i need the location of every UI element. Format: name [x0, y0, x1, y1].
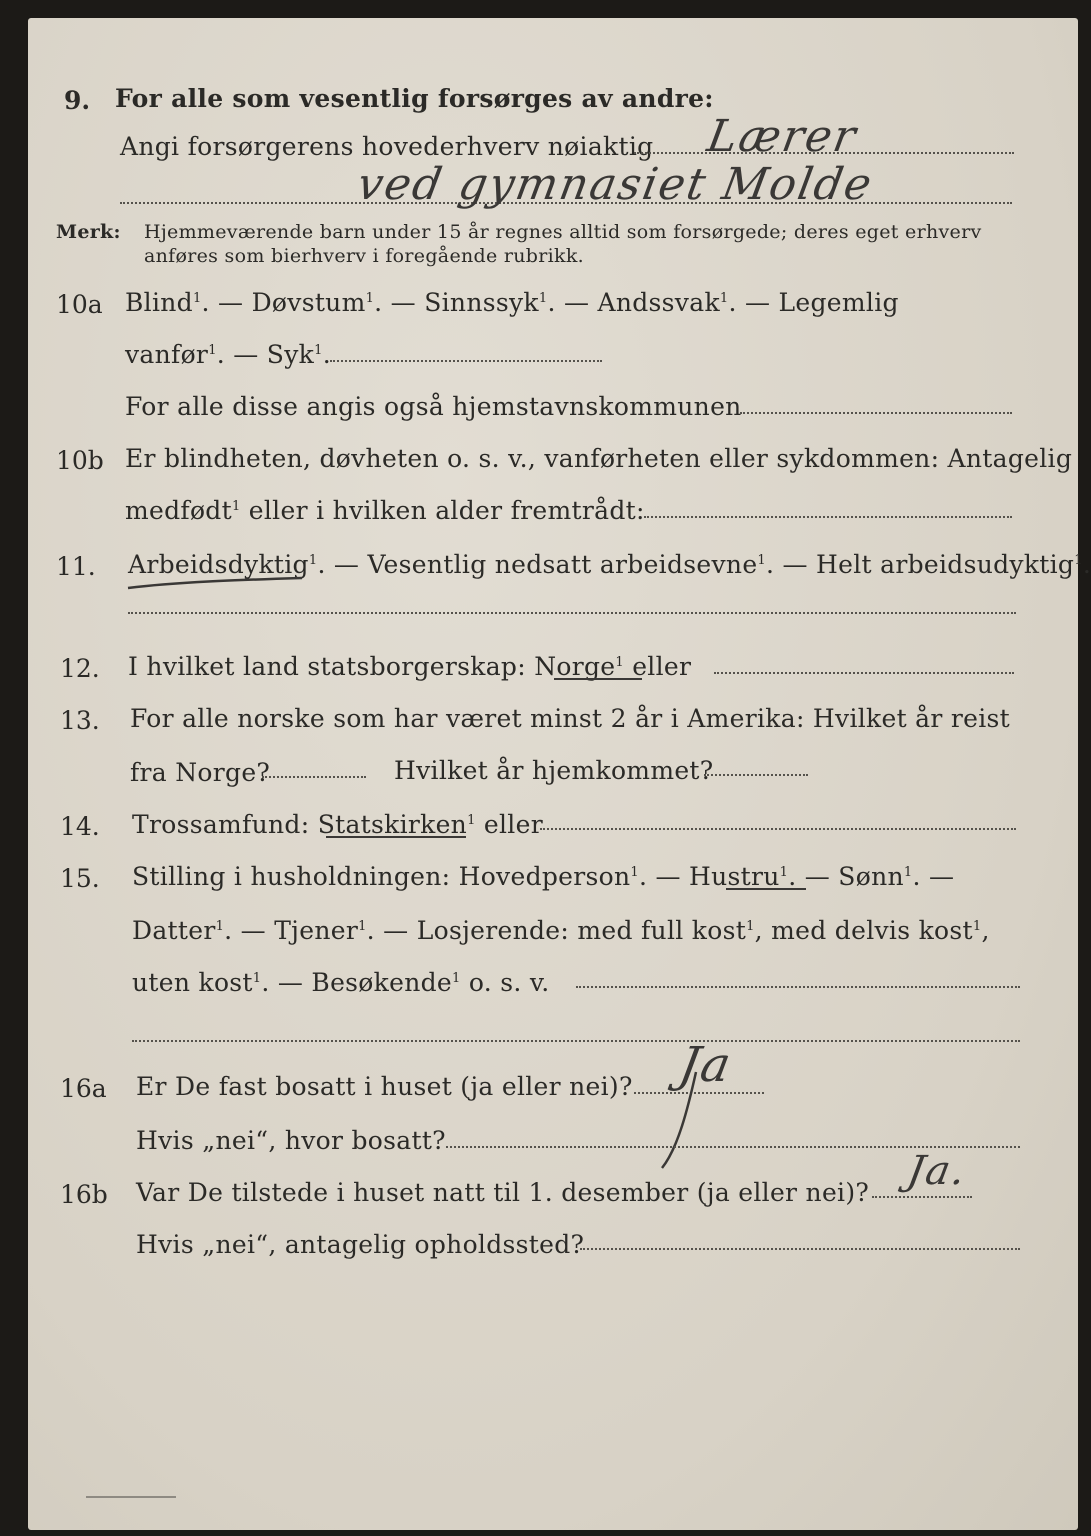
q13-answer-year-left	[262, 776, 366, 778]
q11-line: Arbeidsdyktig$^1$. — Vesentlig nedsatt arbeidsevne$^1$. — Helt arbeidsudyktig$^1$.	[128, 550, 1091, 579]
q16b-location-line	[580, 1248, 1020, 1250]
merk-line2: anføres som bierhverv i foregående rubrikk.	[144, 245, 584, 267]
q9-line1: Angi forsørgerens hovederhverv nøiaktig	[120, 132, 654, 161]
q15-answer-line1	[576, 986, 1020, 988]
q16b-answer-line	[872, 1196, 972, 1198]
q16b-number: 16b	[60, 1180, 108, 1209]
q15-number: 15.	[60, 864, 100, 893]
q11-arbeidsdyktig-option: Arbeidsdyktig	[128, 550, 309, 579]
q16b-handwritten-answer: Ja.	[903, 1148, 971, 1194]
q15-hustru-underline	[726, 888, 806, 890]
q16a-handwritten-answer: Ja	[675, 1037, 737, 1093]
q15-line3: uten kost$^1$. — Besøkende$^1$ o. s. v.	[132, 968, 550, 997]
q10a-answer-line2	[740, 412, 1012, 414]
q9-handwritten-answer1: Lærer	[703, 111, 862, 162]
q12-answer-line	[714, 672, 1014, 674]
census-form-page	[28, 18, 1091, 1530]
q9-heading: For alle som vesentlig forsørges av andre:	[115, 84, 714, 113]
q14-statskirken-underline	[326, 836, 466, 838]
q9-number: 9.	[64, 86, 91, 115]
q15-answer-line2	[132, 1040, 1020, 1042]
q14-line: Trossamfund: Statskirken$^1$ eller	[132, 810, 543, 839]
q16b-line1: Var De tilstede i huset natt til 1. desember (ja eller nei)?	[136, 1178, 870, 1207]
q12-norge-option: Norge	[534, 652, 616, 681]
q16a-number: 16a	[60, 1074, 107, 1103]
q10a-line1: Blind$^1$. — Døvstum$^1$. — Sinnssyk$^1$. — Andssvak$^1$. — Legemlig	[125, 288, 899, 317]
q13-line2a: fra Norge?	[130, 758, 271, 787]
q10b-line2: medfødt$^1$ eller i hvilken alder fremtrådt:	[125, 496, 645, 525]
q16b-line2: Hvis „nei“, antagelig opholdssted?	[136, 1230, 585, 1259]
q10b-answer-line	[644, 516, 1012, 518]
q12-number: 12.	[60, 654, 100, 683]
q14-answer-line	[540, 828, 1016, 830]
q10a-line3: For alle disse angis også hjemstavnskommunen	[125, 392, 742, 421]
q15-line2: Datter$^1$. — Tjener$^1$. — Losjerende: med full kost$^1$, med delvis kost$^1$,	[132, 916, 990, 945]
q11-handwritten-underline	[126, 574, 306, 594]
q13-number: 13.	[60, 706, 100, 735]
q11-number: 11.	[56, 552, 96, 581]
q10b-number: 10b	[56, 446, 104, 475]
q10a-number: 10a	[56, 290, 103, 319]
q10a-line2: vanfør$^1$. — Syk$^1$.	[125, 340, 331, 369]
q10a-blind: Blind	[125, 288, 193, 317]
q10b-line1: Er blindheten, døvheten o. s. v., vanførheten eller sykdommen: Antagelig	[125, 444, 1073, 473]
q16a-line1: Er De fast bosatt i huset (ja eller nei)?	[136, 1072, 633, 1101]
q14-number: 14.	[60, 812, 100, 841]
q16a-line2: Hvis „nei“, hvor bosatt?	[136, 1126, 446, 1155]
q9-handwritten-answer2: ved gymnasiet Molde	[353, 159, 878, 210]
q13-answer-year-returned	[704, 774, 808, 776]
q10a-answer-line1	[330, 360, 602, 362]
merk-line1: Hjemmeværende barn under 15 år regnes alltid som forsørgede; deres eget erhverv	[144, 221, 982, 243]
q12-norge-underline	[554, 678, 642, 680]
footer-rule	[86, 1496, 176, 1498]
q13-line1: For alle norske som har været minst 2 år i Amerika: Hvilket år reist	[130, 704, 1011, 733]
q15-hustru-option: Hustru	[689, 862, 780, 891]
q13-line2b: Hvilket år hjemkommet?	[394, 756, 714, 785]
q11-answer-line	[128, 612, 1016, 614]
q15-line1: Stilling i husholdningen: Hovedperson$^1$. — Hustru$^1$. — Sønn$^1$. —	[132, 862, 955, 891]
merk-label: Merk:	[56, 221, 121, 243]
q16a-handwritten-stroke	[648, 1068, 708, 1178]
q14-statskirken-option: Statskirken	[317, 810, 468, 839]
q12-line: I hvilket land statsborgerskap: Norge$^1$ eller	[128, 652, 692, 681]
